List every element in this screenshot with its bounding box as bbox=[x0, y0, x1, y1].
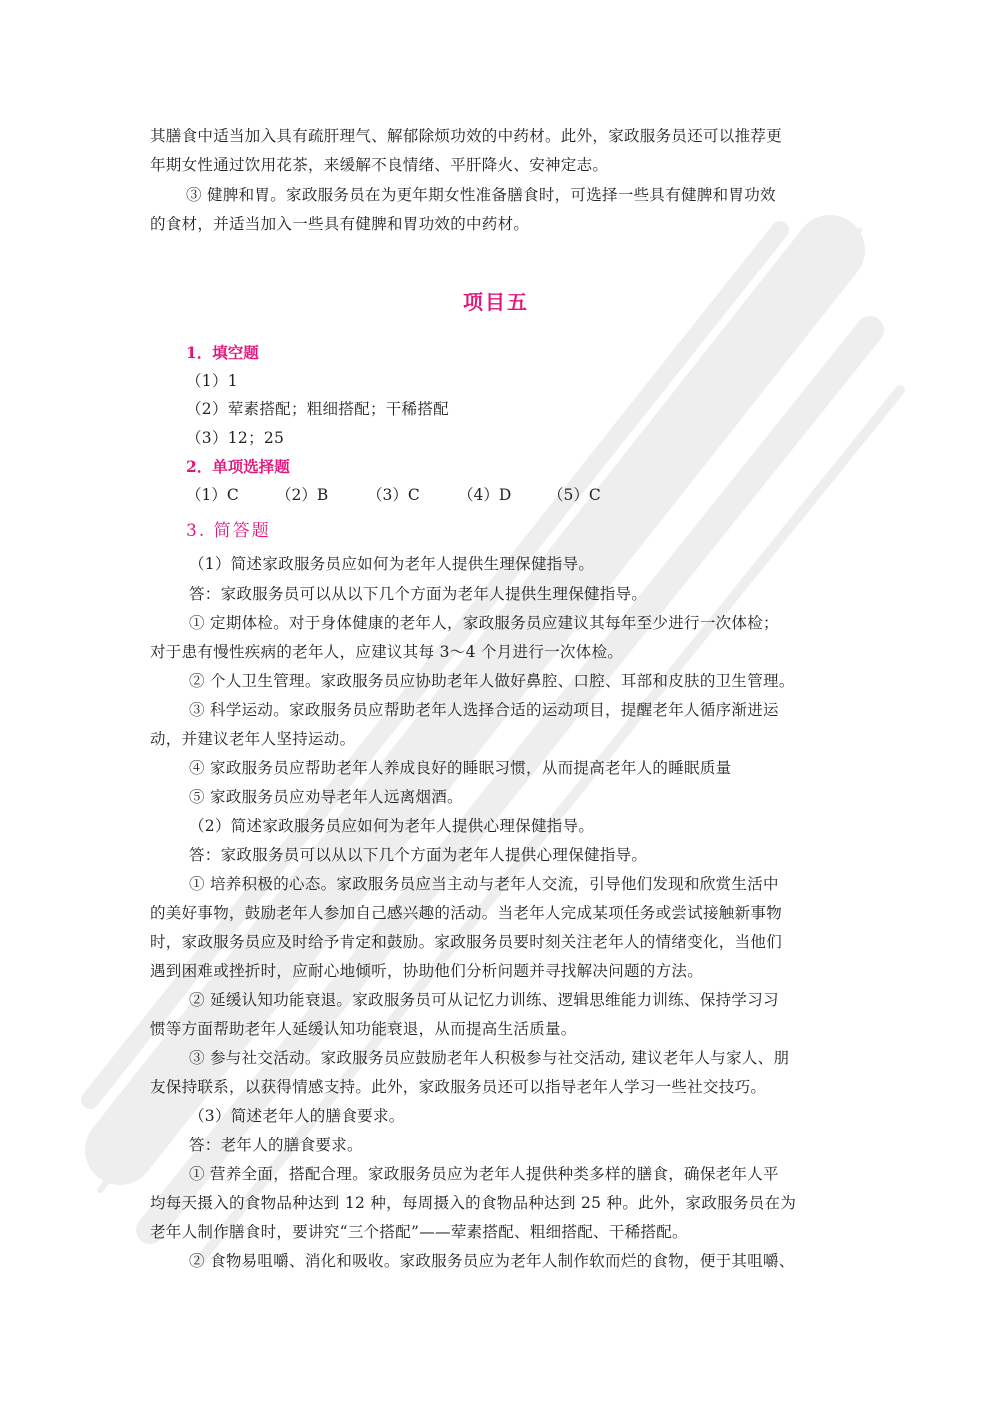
intro-line-2: 年期女性通过饮用花茶，来缓解不良情绪、平肝降火、安神定志。 bbox=[150, 156, 609, 174]
q3-point-1a: ① 营养全面，搭配合理。家政服务员应为老年人提供种类多样的膳食，确保老年人平 bbox=[189, 1165, 779, 1183]
choice-answer-3: （3）C bbox=[367, 486, 420, 504]
intro-line-3: ③ 健脾和胃。家政服务员在为更年期女性准备膳食时，可选择一些具有健脾和胃功效 bbox=[186, 186, 776, 204]
q3-point-1c: 老年人制作膳食时，要讲究“三个搭配”——荤素搭配、粗细搭配、干稀搭配。 bbox=[150, 1223, 688, 1241]
q3-question: （3）简述老年人的膳食要求。 bbox=[189, 1107, 405, 1125]
q2-point-1b: 的美好事物，鼓励老年人参加自己感兴趣的活动。当老年人完成某项任务或尝试接触新事物 bbox=[150, 904, 783, 922]
fill-heading: 1．填空题 bbox=[186, 343, 259, 362]
choice-answer-2: （2）B bbox=[276, 486, 329, 504]
q2-point-2b: 惯等方面帮助老年人延缓认知功能衰退，从而提高生活质量。 bbox=[150, 1020, 577, 1038]
q3-answer: 答：老年人的膳食要求。 bbox=[189, 1136, 363, 1154]
q2-point-1c: 时，家政服务员应及时给予肯定和鼓励。家政服务员要时刻关注老年人的情绪变化，当他们 bbox=[150, 933, 783, 951]
choice-answer-1: （1）C bbox=[186, 486, 239, 504]
fill-answer-2: （2）荤素搭配；粗细搭配；干稀搭配 bbox=[186, 400, 449, 418]
short-answer-heading: 3. 简答题 bbox=[186, 521, 271, 541]
q2-point-3a: ③ 参与社交活动。家政服务员应鼓励老年人积极参与社交活动, 建议老年人与家人、朋 bbox=[189, 1049, 790, 1067]
q2-answer: 答：家政服务员可以从以下几个方面为老年人提供心理保健指导。 bbox=[189, 846, 648, 864]
q2-point-3b: 友保持联系，以获得情感支持。此外，家政服务员还可以指导老年人学习一些社交技巧。 bbox=[150, 1078, 767, 1096]
choice-answer-5: （5）C bbox=[548, 486, 601, 504]
q1-point-2: ② 个人卫生管理。家政服务员应协助老年人做好鼻腔、口腔、耳部和皮肤的卫生管理。 bbox=[189, 672, 795, 690]
q1-point-3a: ③ 科学运动。家政服务员应帮助老年人选择合适的运动项目，提醒老年人循序渐进运 bbox=[189, 701, 779, 719]
choice-heading: 2．单项选择题 bbox=[186, 457, 290, 476]
project-title: 项目五 bbox=[463, 290, 529, 314]
q2-point-2a: ② 延缓认知功能衰退。家政服务员可从记忆力训练、逻辑思维能力训练、保持学习习 bbox=[189, 991, 779, 1009]
q2-point-1d: 遇到困难或挫折时，应耐心地倾听，协助他们分析问题并寻找解决问题的方法。 bbox=[150, 962, 704, 980]
q1-question: （1）简述家政服务员应如何为老年人提供生理保健指导。 bbox=[189, 555, 595, 573]
intro-line-4: 的食材，并适当加入一些具有健脾和胃功效的中药材。 bbox=[150, 215, 530, 233]
q1-point-5: ⑤ 家政服务员应劝导老年人远离烟酒。 bbox=[189, 788, 463, 806]
q1-point-1b: 对于患有慢性疾病的老年人，应建议其每 3～4 个月进行一次体检。 bbox=[150, 643, 624, 661]
q1-point-3b: 动，并建议老年人坚持运动。 bbox=[150, 730, 356, 748]
intro-line-1: 其膳食中适当加入具有疏肝理气、解郁除烦功效的中药材。此外，家政服务员还可以推荐更 bbox=[150, 127, 783, 145]
q2-point-1a: ① 培养积极的心态。家政服务员应当主动与老年人交流，引导他们发现和欣赏生活中 bbox=[189, 875, 779, 893]
q3-point-2a: ② 食物易咀嚼、消化和吸收。家政服务员应为老年人制作软而烂的食物，便于其咀嚼、 bbox=[189, 1252, 795, 1270]
fill-answer-3: （3）12；25 bbox=[186, 429, 285, 447]
q2-question: （2）简述家政服务员应如何为老年人提供心理保健指导。 bbox=[189, 817, 595, 835]
q1-answer: 答：家政服务员可以从以下几个方面为老年人提供生理保健指导。 bbox=[189, 585, 648, 603]
q3-point-1b: 均每天摄入的食物品种达到 12 种，每周摄入的食物品种达到 25 种。此外，家政服务员在为 bbox=[150, 1194, 797, 1212]
choice-answer-4: （4）D bbox=[458, 486, 512, 504]
fill-answer-1: （1）1 bbox=[186, 372, 238, 390]
q1-point-1a: ① 定期体检。对于身体健康的老年人，家政服务员应建议其每年至少进行一次体检； bbox=[189, 614, 779, 632]
choice-answers bbox=[186, 484, 686, 506]
q1-point-4: ④ 家政服务员应帮助老年人养成良好的睡眠习惯，从而提高老年人的睡眠质量 bbox=[189, 759, 732, 777]
